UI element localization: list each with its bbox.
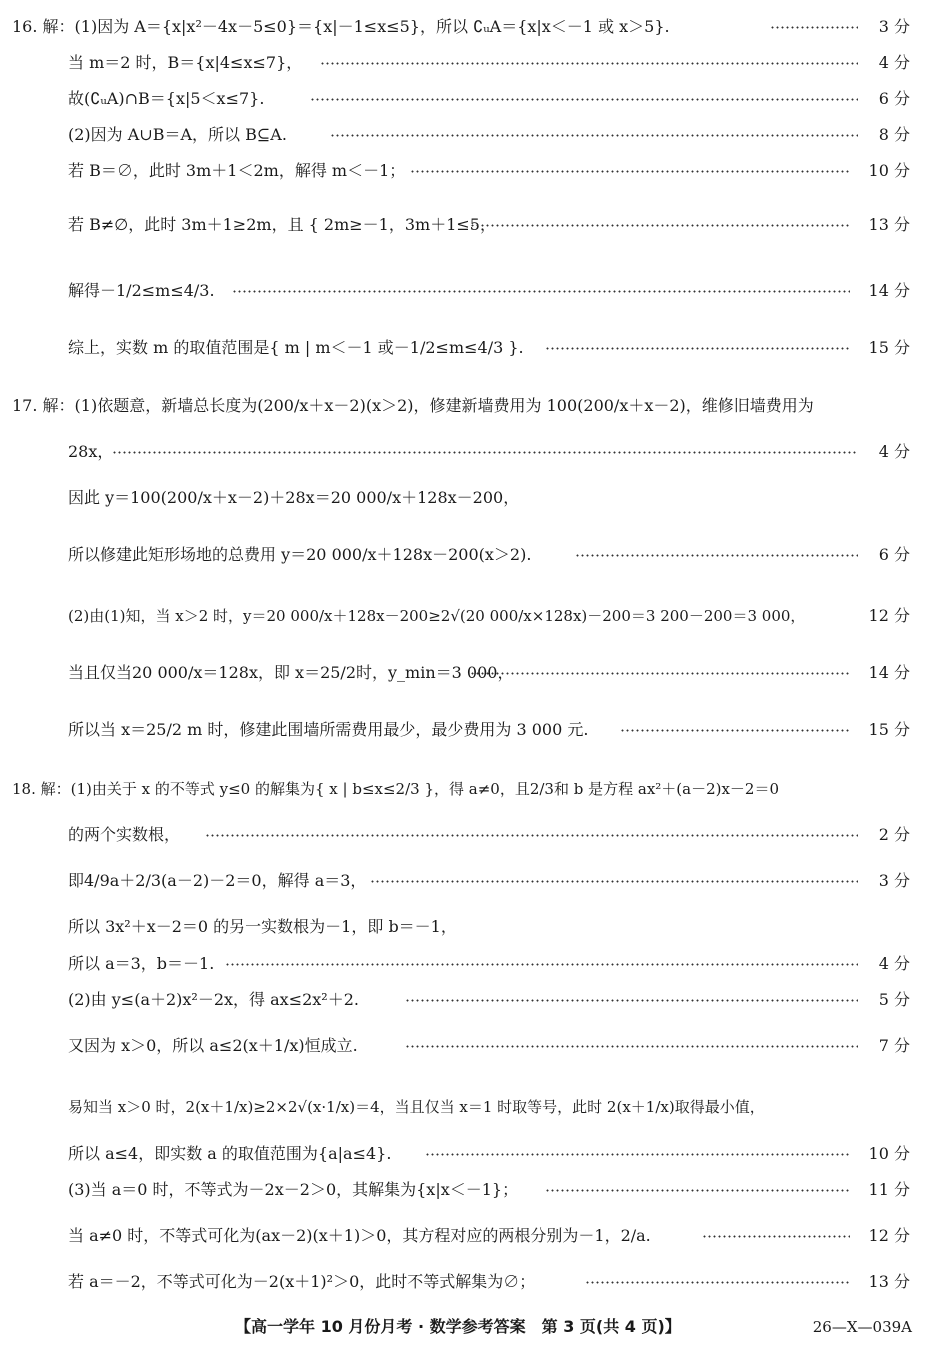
- score-label: 14 分: [868, 281, 910, 300]
- solution-line: [0, 156, 950, 186]
- solution-line: [0, 437, 950, 467]
- solution-line: [0, 1175, 950, 1205]
- leader-dots: [225, 949, 858, 979]
- line-text: 当 a≠0 时，不等式可化为(ax－2)(x＋1)＞0，其方程对应的两根分别为－1，2/a.: [68, 1226, 651, 1245]
- solution-line: [0, 658, 950, 688]
- score-label: 3 分: [878, 871, 910, 890]
- score-label: 4 分: [878, 954, 910, 973]
- line-text: (2)因为 A∪B＝A，所以 B⊆A.: [68, 125, 287, 144]
- solution-line: [0, 391, 950, 421]
- line-text: 的两个实数根，: [68, 825, 181, 844]
- solution-line: [0, 949, 950, 979]
- line-text: 所以 3x²＋x－2＝0 的另一实数根为－1，即 b＝－1，: [68, 917, 457, 936]
- footer-code: 26—X—039A: [812, 1318, 912, 1336]
- leader-dots: [370, 866, 858, 896]
- leader-dots: [232, 276, 850, 306]
- line-text: 综上，实数 m 的取值范围是{ m | m＜－1 或－1/2≤m≤4/3 }.: [68, 338, 524, 357]
- footer-title: 【高一学年 10 月份月考 · 数学参考答案 第 3 页(共 4 页)】: [235, 1317, 681, 1336]
- leader-dots: [545, 1175, 850, 1205]
- score-label: 4 分: [878, 442, 910, 461]
- leader-dots: [410, 156, 850, 186]
- score-label: 8 分: [878, 125, 910, 144]
- score-label: 10 分: [868, 1144, 910, 1163]
- solution-line: [0, 84, 950, 114]
- score-label: 5 分: [878, 990, 910, 1009]
- leader-dots: [575, 540, 858, 570]
- solution-line: [0, 985, 950, 1015]
- score-label: 15 分: [868, 338, 910, 357]
- leader-dots: [770, 12, 858, 42]
- solution-line: [0, 1267, 950, 1297]
- solution-line: [0, 866, 950, 896]
- leader-dots: [470, 210, 850, 240]
- leader-dots: [425, 1139, 850, 1169]
- solution-line: [0, 540, 950, 570]
- solution-line: [0, 1139, 950, 1169]
- leader-dots: [585, 1267, 850, 1297]
- score-label: 7 分: [878, 1036, 910, 1055]
- line-text: 16. 解：(1)因为 A＝{x|x²－4x－5≤0}＝{x|－1≤x≤5}，所以 ∁ᵤA＝{x|x＜－1 或 x＞5}.: [12, 17, 670, 36]
- line-text: 故(∁ᵤA)∩B＝{x|5＜x≤7}.: [68, 89, 265, 108]
- line-text: 若 B≠∅，此时 3m＋1≥2m，且 { 2m≥－1，3m＋1≤5，: [68, 215, 496, 234]
- line-text: 所以 a＝3，b＝－1.: [68, 954, 215, 973]
- solution-line: [0, 276, 950, 306]
- line-text: 即4/9a＋2/3(a－2)－2＝0，解得 a＝3，: [68, 871, 367, 890]
- page-footer: [0, 1314, 950, 1340]
- line-text: 28x，: [68, 442, 114, 461]
- score-label: 3 分: [878, 17, 910, 36]
- line-text: (2)由(1)知，当 x＞2 时，y＝20 000/x＋128x－200≥2√(20 000/x×128x)－200＝3 200－200＝3 000，: [68, 607, 806, 625]
- score-label: 6 分: [878, 89, 910, 108]
- score-label: 2 分: [878, 825, 910, 844]
- leader-dots: [405, 1031, 858, 1061]
- solution-line: [0, 1031, 950, 1061]
- leader-dots: [320, 48, 858, 78]
- solution-line: [0, 120, 950, 150]
- score-label: 13 分: [868, 215, 910, 234]
- leader-dots: [620, 715, 850, 745]
- line-text: 所以修建此矩形场地的总费用 y＝20 000/x＋128x－200(x＞2).: [68, 545, 532, 564]
- line-text: 若 B＝∅，此时 3m＋1＜2m，解得 m＜－1；: [68, 161, 406, 180]
- line-text: 所以 a≤4，即实数 a 的取值范围为{a|a≤4}.: [68, 1144, 392, 1163]
- solution-line: [0, 774, 950, 804]
- line-text: 所以当 x＝25/2 m 时，修建此围墙所需费用最少，最少费用为 3 000 元.: [68, 720, 589, 739]
- line-text: 18. 解：(1)由关于 x 的不等式 y≤0 的解集为{ x | b≤x≤2/3 }，得 a≠0，且2/3和 b 是方程 ax²＋(a－2)x－2＝0: [12, 780, 780, 798]
- solution-line: [0, 48, 950, 78]
- line-text: 因此 y＝100(200/x＋x－2)＋28x＝20 000/x＋128x－200，: [68, 488, 520, 507]
- score-label: 4 分: [878, 53, 910, 72]
- score-label: 11 分: [868, 1180, 910, 1199]
- score-label: 10 分: [868, 161, 910, 180]
- solution-line: [0, 1221, 950, 1251]
- leader-dots: [310, 84, 858, 114]
- solution-line: [0, 820, 950, 850]
- line-text: 解得－1/2≤m≤4/3.: [68, 281, 215, 300]
- score-label: 12 分: [868, 606, 910, 625]
- leader-dots: [405, 985, 858, 1015]
- line-text: 又因为 x＞0，所以 a≤2(x＋1/x)恒成立.: [68, 1036, 358, 1055]
- score-label: 12 分: [868, 1226, 910, 1245]
- line-text: 17. 解：(1)依题意，新墙总长度为(200/x＋x－2)(x＞2)，修建新墙费用为 100(200/x＋x－2)，维修旧墙费用为: [12, 396, 814, 415]
- solution-line: [0, 210, 950, 240]
- solution-line: [0, 1092, 950, 1122]
- leader-dots: [702, 1221, 850, 1251]
- score-label: 15 分: [868, 720, 910, 739]
- score-label: 13 分: [868, 1272, 910, 1291]
- solution-line: [0, 12, 950, 42]
- line-text: 当 m＝2 时，B＝{x|4≤x≤7}，: [68, 53, 303, 72]
- score-label: 14 分: [868, 663, 910, 682]
- leader-dots: [112, 437, 858, 467]
- solution-line: [0, 333, 950, 363]
- leader-dots: [205, 820, 858, 850]
- score-label: 6 分: [878, 545, 910, 564]
- solution-line: [0, 912, 950, 942]
- line-text: (3)当 a＝0 时，不等式为－2x－2＞0，其解集为{x|x＜－1}；: [68, 1180, 519, 1199]
- leader-dots: [545, 333, 850, 363]
- solution-line: [0, 483, 950, 513]
- line-text: 易知当 x＞0 时，2(x＋1/x)≥2×2√(x·1/x)＝4，当且仅当 x＝1 时取等号，此时 2(x＋1/x)取得最小值，: [68, 1098, 765, 1116]
- leader-dots: [470, 658, 850, 688]
- line-text: 若 a＝－2，不等式可化为－2(x＋1)²＞0，此时不等式解集为∅；: [68, 1272, 536, 1291]
- solution-line: [0, 715, 950, 745]
- solution-line: [0, 601, 950, 631]
- line-text: 当且仅当20 000/x＝128x，即 x＝25/2时，y_min＝3 000，: [68, 663, 514, 682]
- leader-dots: [330, 120, 858, 150]
- line-text: (2)由 y≤(a＋2)x²－2x，得 ax≤2x²＋2.: [68, 990, 359, 1009]
